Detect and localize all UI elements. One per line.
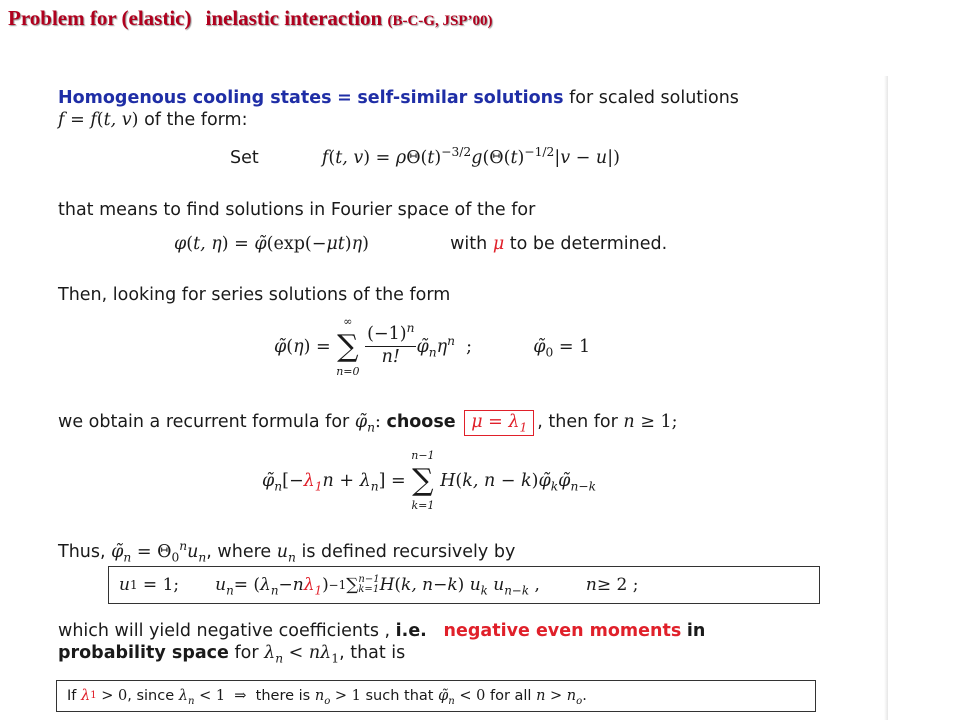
determined-text: to be determined. — [509, 234, 668, 254]
negative-moments: negative even moments — [443, 621, 682, 641]
content-panel — [48, 76, 888, 720]
recurrent-line: we obtain a recurrent formula for $\varphĩ_n$: choose $\mu = \lambda_1$ , then for n ≥ 1; — [58, 412, 678, 435]
intro-rest: for scaled solutions — [569, 88, 739, 108]
yield-text: which will yield negative coefficients , — [58, 621, 391, 641]
slide-title — [8, 6, 492, 31]
recurrence-equation: $\varphĩ_n[-\lambda_1n + \lambda_n]$ = n−1 ∑ k=1 H(k, $n - k)\varphĩ_k\varphĩ_{n-k}$ — [262, 449, 597, 512]
such-that: such that — [365, 688, 434, 704]
fourier-line — [58, 200, 535, 222]
probability-line: probability space for $\lambda_n < n\lambda_1$, that is — [58, 643, 406, 666]
set-word: Set — [230, 148, 259, 168]
intro-line — [58, 88, 739, 110]
conclusion-box: If λ 1 > 0 , since $\lambda_n$ < 1 ⇒ there is $n_o$ > 1 such that $\varphĩ_n$ < 0 for all n > $n_o$ . — [56, 680, 816, 712]
thus-line: Thus, $\varphĩ_n = \Theta_0^nu_n$, where $u_n$ is defined recursively by — [58, 539, 516, 565]
for-all: for all — [489, 688, 532, 704]
set-equation: Set f(t, $v) = \rho\Theta(t)^{-3/2}g(\Theta(t)^{-1/2}|v - u|)$ — [230, 145, 620, 168]
yield-line — [58, 621, 705, 643]
form-line: f = f(t, v) of the form: — [58, 110, 248, 130]
form-rest: of the form: — [144, 110, 248, 130]
series-equation: φ̃(η) = ∞ ∑ n=0 $\frac{(-1)^n}{n!}$ $\varphĩ_n\eta^n$ ; $\varphĩ_0 = 1$ — [274, 315, 591, 378]
title-main-b: inelastic interaction — [205, 6, 383, 30]
title-main-a: Problem for (elastic) — [8, 6, 192, 30]
series-intro-line — [58, 285, 450, 307]
probability-space: probability space — [58, 643, 229, 663]
recursion-box: u 1 = 1; $u_n$ = ( $\lambda_n$ − n $\lambda_1$ ) −1 ∑ n−1 k=1 H ( k, n − k ) $u_k$ $u_{n-k}$ , n ≥ 2 ; — [108, 566, 820, 604]
there-is: there is — [255, 688, 311, 704]
hcs-label: Homogenous cooling states — [58, 88, 332, 108]
choose-word: choose — [386, 412, 456, 432]
with-word: with — [450, 234, 488, 254]
mu-lambda-box: $\mu = \lambda_1$ — [464, 410, 534, 436]
that-is: , that is — [339, 643, 406, 663]
defined-text: is defined recursively by — [301, 542, 516, 562]
for-word: for — [234, 643, 259, 663]
equals-sign: = — [337, 88, 352, 108]
ie-text: i.e. — [395, 621, 427, 641]
recurrent-text: we obtain a recurrent formula for — [58, 412, 350, 432]
if-word: If — [67, 688, 77, 704]
in-word: in — [686, 621, 706, 641]
where-text: , where — [206, 542, 272, 562]
fourier-text: that means to find solutions in Fourier space of the for — [58, 200, 536, 220]
phi-equation: φ(t, η) = φ̃(exp(−μt)η) with μ to be determined. — [174, 234, 668, 254]
self-similar-label: self-similar solutions — [357, 88, 564, 108]
series-intro-text: Then, looking for series solutions of the form — [58, 285, 451, 305]
then-for-text: , then for — [537, 412, 618, 432]
thus-word: Thus, — [58, 542, 106, 562]
title-citation: (B-C-G, JSP’00) — [387, 13, 493, 29]
since-word: , since — [127, 688, 175, 704]
